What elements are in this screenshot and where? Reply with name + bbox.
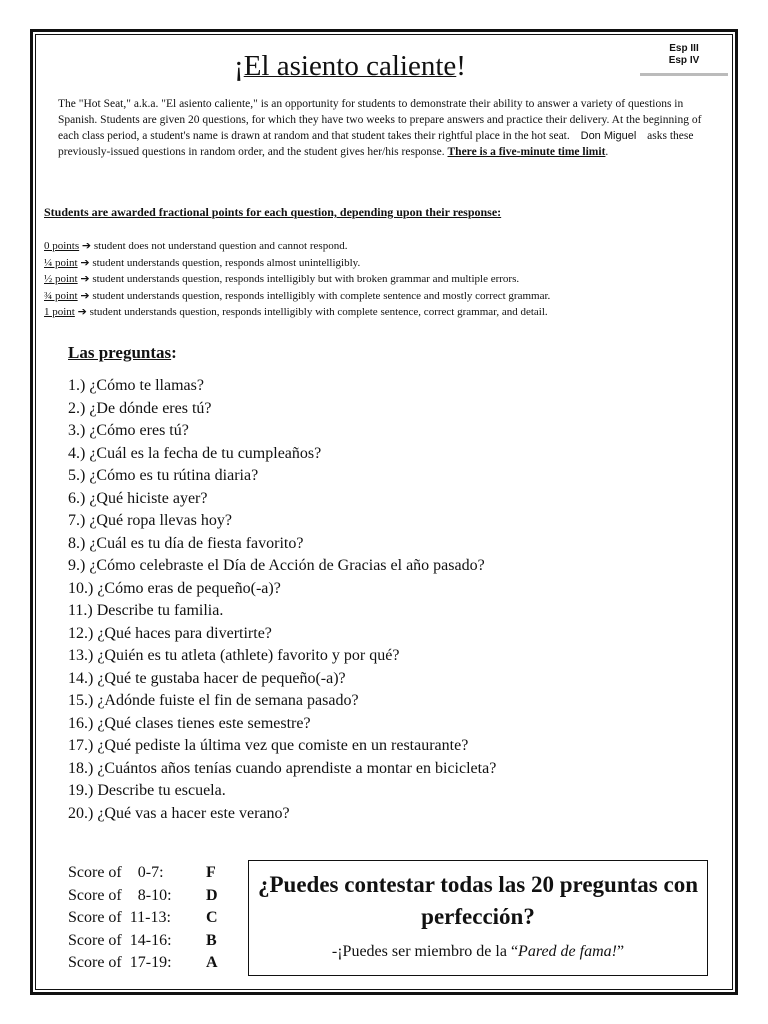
- question-item: 13.) ¿Quién es tu atleta (athlete) favorito y por qué?: [68, 647, 400, 664]
- score-row: [68, 930, 218, 953]
- question-item: 15.) ¿Adónde fuiste el fin de semana pasado?: [68, 692, 359, 709]
- scale-description: student understands question, responds intelligibly but with broken grammar and multiple errors.: [92, 273, 520, 285]
- score-row: [68, 952, 218, 975]
- points-heading: Students are awarded fractional points for each question, depending upon their response:: [44, 205, 502, 219]
- question-item: 3.) ¿Cómo eres tú?: [68, 422, 189, 439]
- score-range: Score of 11-13:: [68, 909, 171, 926]
- score-range: Score of 14-16:: [68, 931, 172, 949]
- level-label: Esp III: [669, 43, 699, 54]
- questions-heading-text: Las preguntas: [68, 343, 172, 362]
- fame-sub-after: ”: [616, 943, 625, 960]
- hall-of-fame-box: [248, 860, 708, 976]
- score-grade: A: [206, 954, 218, 971]
- question-item: 10.) ¿Cómo eras de pequeño(-a)?: [68, 579, 281, 597]
- question-item: 19.) Describe tu escuela.: [68, 782, 226, 799]
- score-row: [68, 907, 218, 930]
- arrow-icon: ➔: [80, 255, 90, 269]
- scale-row: [44, 288, 734, 305]
- scale-row: [44, 255, 734, 272]
- scale-row: [44, 271, 734, 288]
- score-row: [68, 885, 218, 908]
- fame-wall-name: Pared de fama!: [518, 943, 617, 960]
- score-range: Score of 17-19:: [68, 954, 172, 971]
- intro-text-after: asks these previously-issued questions in random order, and the student gives her/his response.: [58, 130, 694, 158]
- questions-heading: [68, 343, 177, 363]
- score-range: Score of 8-10:: [68, 886, 172, 904]
- scale-points: 1 point: [44, 306, 75, 318]
- scale-description: student does not understand question and cannot respond.: [93, 240, 348, 252]
- question-item: 8.) ¿Cuál es tu día de fiesta favorito?: [68, 534, 304, 552]
- page-title: [100, 48, 600, 84]
- question-item: 14.) ¿Qué te gustaba hacer de pequeño(-a)?: [68, 669, 346, 687]
- intro-period: .: [605, 146, 609, 158]
- question-item: 11.) Describe tu familia.: [68, 602, 224, 619]
- intro-text-before: The "Hot Seat," a.k.a. "El asiento caliente," is an opportunity for students to demonstrate their ability to answer a variety of questions in Spanish. Students are given 20 questions, for which they have two weeks to prepare answers and practice their delivery. At the beginning of each class period, a student's name is drawn at random and that student takes their rightful place in the hot seat.: [58, 98, 702, 142]
- score-grade: C: [206, 909, 218, 926]
- points-scale: [44, 238, 734, 321]
- question-item: 1.) ¿Cómo te llamas?: [68, 377, 204, 394]
- arrow-icon: ➔: [80, 272, 90, 285]
- title-open-mark: ¡: [234, 50, 244, 82]
- level-box: [640, 40, 728, 76]
- scale-description: student understands question, responds intelligibly with complete sentence and mostly correct grammar.: [92, 289, 551, 302]
- arrow-icon: ➔: [80, 288, 90, 302]
- question-item: 17.) ¿Qué pediste la última vez que comiste en un restaurante?: [68, 737, 469, 754]
- question-item: 18.) ¿Cuántos años tenías cuando aprendiste a montar en bicicleta?: [68, 759, 497, 777]
- question-item: 2.) ¿De dónde eres tú?: [68, 399, 212, 417]
- question-item: 16.) ¿Qué clases tienes este semestre?: [68, 714, 311, 732]
- questions-list: [68, 375, 496, 825]
- score-row: [68, 862, 218, 885]
- question-item: 5.) ¿Cómo es tu rútina diaria?: [68, 467, 259, 484]
- question-item: 12.) ¿Qué haces para divertirte?: [68, 624, 272, 642]
- scale-points: 0 points: [44, 240, 80, 252]
- scale-description: student understands question, responds intelligibly with complete sentence, correct grammar, and detail.: [89, 306, 548, 318]
- scale-points: ¼ point: [44, 256, 78, 269]
- scale-row: [44, 238, 734, 255]
- scale-row: [44, 304, 734, 321]
- fame-sub-before: -¡Puedes ser miembro de la “: [331, 943, 519, 960]
- question-item: 4.) ¿Cuál es la fecha de tu cumpleaños?: [68, 444, 322, 462]
- score-grade: D: [206, 886, 218, 904]
- question-item: 7.) ¿Qué ropa llevas hoy?: [68, 512, 232, 529]
- time-limit-note: There is a five-minute time limit: [447, 146, 606, 158]
- fame-subtitle: [249, 943, 707, 961]
- scale-description: student understands question, responds almost unintelligibly.: [92, 256, 361, 269]
- question-item: 20.) ¿Qué vas a hacer este verano?: [68, 804, 290, 822]
- teacher-name: Don Miguel: [580, 130, 637, 142]
- scale-points: ½ point: [44, 273, 78, 285]
- question-item: 6.) ¿Qué hiciste ayer?: [68, 489, 208, 507]
- question-item: 9.) ¿Cómo celebraste el Día de Acción de Gracias el año pasado?: [68, 557, 485, 574]
- title-text: El asiento caliente: [243, 50, 457, 82]
- intro-paragraph: [58, 96, 718, 160]
- title-close-mark: !: [456, 50, 466, 82]
- score-grade: B: [206, 931, 217, 949]
- questions-heading-colon: :: [171, 343, 177, 362]
- score-grade: F: [206, 864, 216, 881]
- level-label: Esp IV: [668, 55, 700, 66]
- scale-points: ¾ point: [44, 289, 78, 302]
- score-range: Score of 0-7:: [68, 864, 164, 881]
- arrow-icon: ➔: [81, 239, 92, 252]
- arrow-icon: ➔: [77, 305, 87, 318]
- fame-question: ¿Puedes contestar todas las 20 preguntas con perfección?: [258, 872, 698, 929]
- score-table: [68, 862, 218, 975]
